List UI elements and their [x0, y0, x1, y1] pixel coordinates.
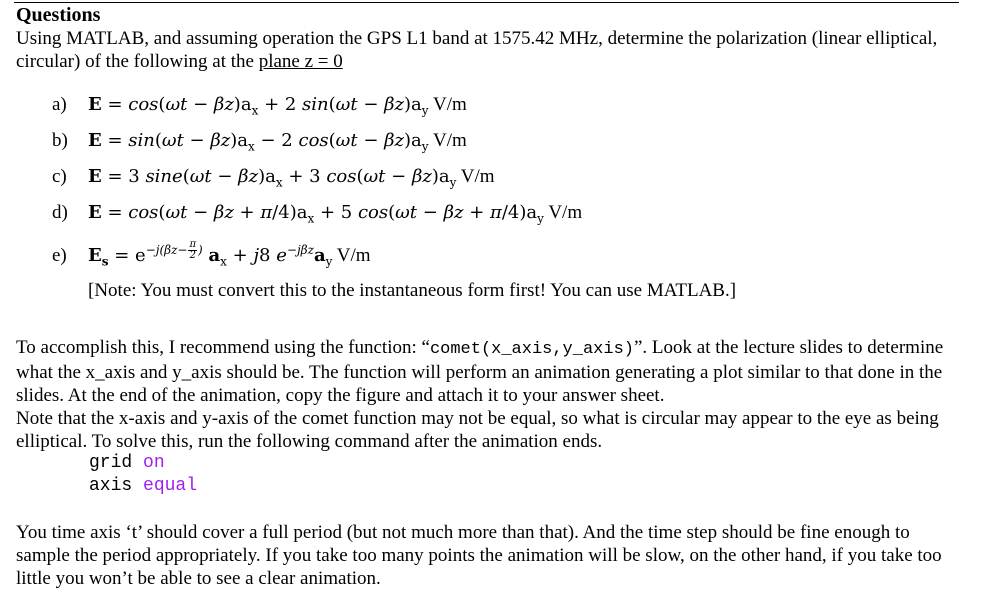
item-label: e) [52, 245, 67, 266]
code-arg: equal [143, 476, 198, 496]
note-text: [Note: You must convert this to the instantaneous form first! You can use MATLAB.] [88, 280, 737, 301]
intro-text: Using MATLAB, and assuming operation the GPS L1 band at 1575.42 MHz, determine the polarization (linear elliptical, circular) of the following at the [16, 28, 938, 72]
recommend-before: To accomplish this, I recommend using the function: “ [16, 337, 430, 358]
plane-text: plane z = 0 [258, 51, 343, 72]
equation-e: e) $E_s = e^{-j(\beta z- \frac{\pi}{2} )}$ $a_x + j8$ $e^{-j\beta z}a_y$ V/m [52, 239, 371, 269]
equation-b: b) $E = \sin(\omega t - \beta z)a_x - 2$ $\cos(\omega t - \beta z)a_y$ V/m [52, 130, 467, 154]
code-arg: on [143, 453, 165, 473]
equation-d: d) $E = \cos(\omega t - \beta z + \pi/4)a_x + 5$ $\cos(\omega t - \beta z + \pi/4)a_y$ V/m [52, 202, 583, 226]
item-label: b) [52, 130, 68, 151]
equation-c: c) E = 3 $\sin e(\omega t - \beta z)a_x + 3$ $\cos(\omega t - \beta z)a_y$ V/m [52, 166, 495, 190]
section-heading: Questions [16, 4, 101, 26]
recommend-after: ”. Look at the lecture slides to determine what the x_axis and y_axis should be. The function will perform an animation generating a plot similar to that done in the slides. At the end of the animation, copy the figure and attach it to your answer sheet. [16, 337, 944, 406]
item-label: a) [52, 94, 67, 115]
closing-paragraph: You time axis ‘t’ should cover a full period (but not much more than that). And the time step should be fine enough to sample the period appropriately. If you take too many points the animation will be slow, on the other hand, if you take too little you won’t be able to see a clear animation. [16, 522, 942, 589]
top-rule [14, 2, 959, 3]
code-line-axis [89, 475, 197, 497]
comet-code: comet(x_axis,y_axis) [429, 340, 634, 359]
equation-a: a) $E = \cos(\omega t - \beta z)a_x + 2$ $\sin(\omega t - \beta z)a_y$ V/m [52, 94, 467, 118]
code-line-grid [89, 452, 165, 474]
recommend-line2: Note that the x-axis and y-axis of the comet function may not be equal, so what is circular may appear to the eye as being elliptical. To solve this, run the following command after the animation ends. [16, 408, 939, 452]
instructions-paragraph [16, 336, 961, 453]
item-label: d) [52, 202, 68, 223]
code-cmd: grid [89, 453, 144, 473]
code-cmd: axis [89, 476, 144, 496]
item-label: c) [52, 166, 67, 187]
intro-paragraph [16, 27, 961, 73]
